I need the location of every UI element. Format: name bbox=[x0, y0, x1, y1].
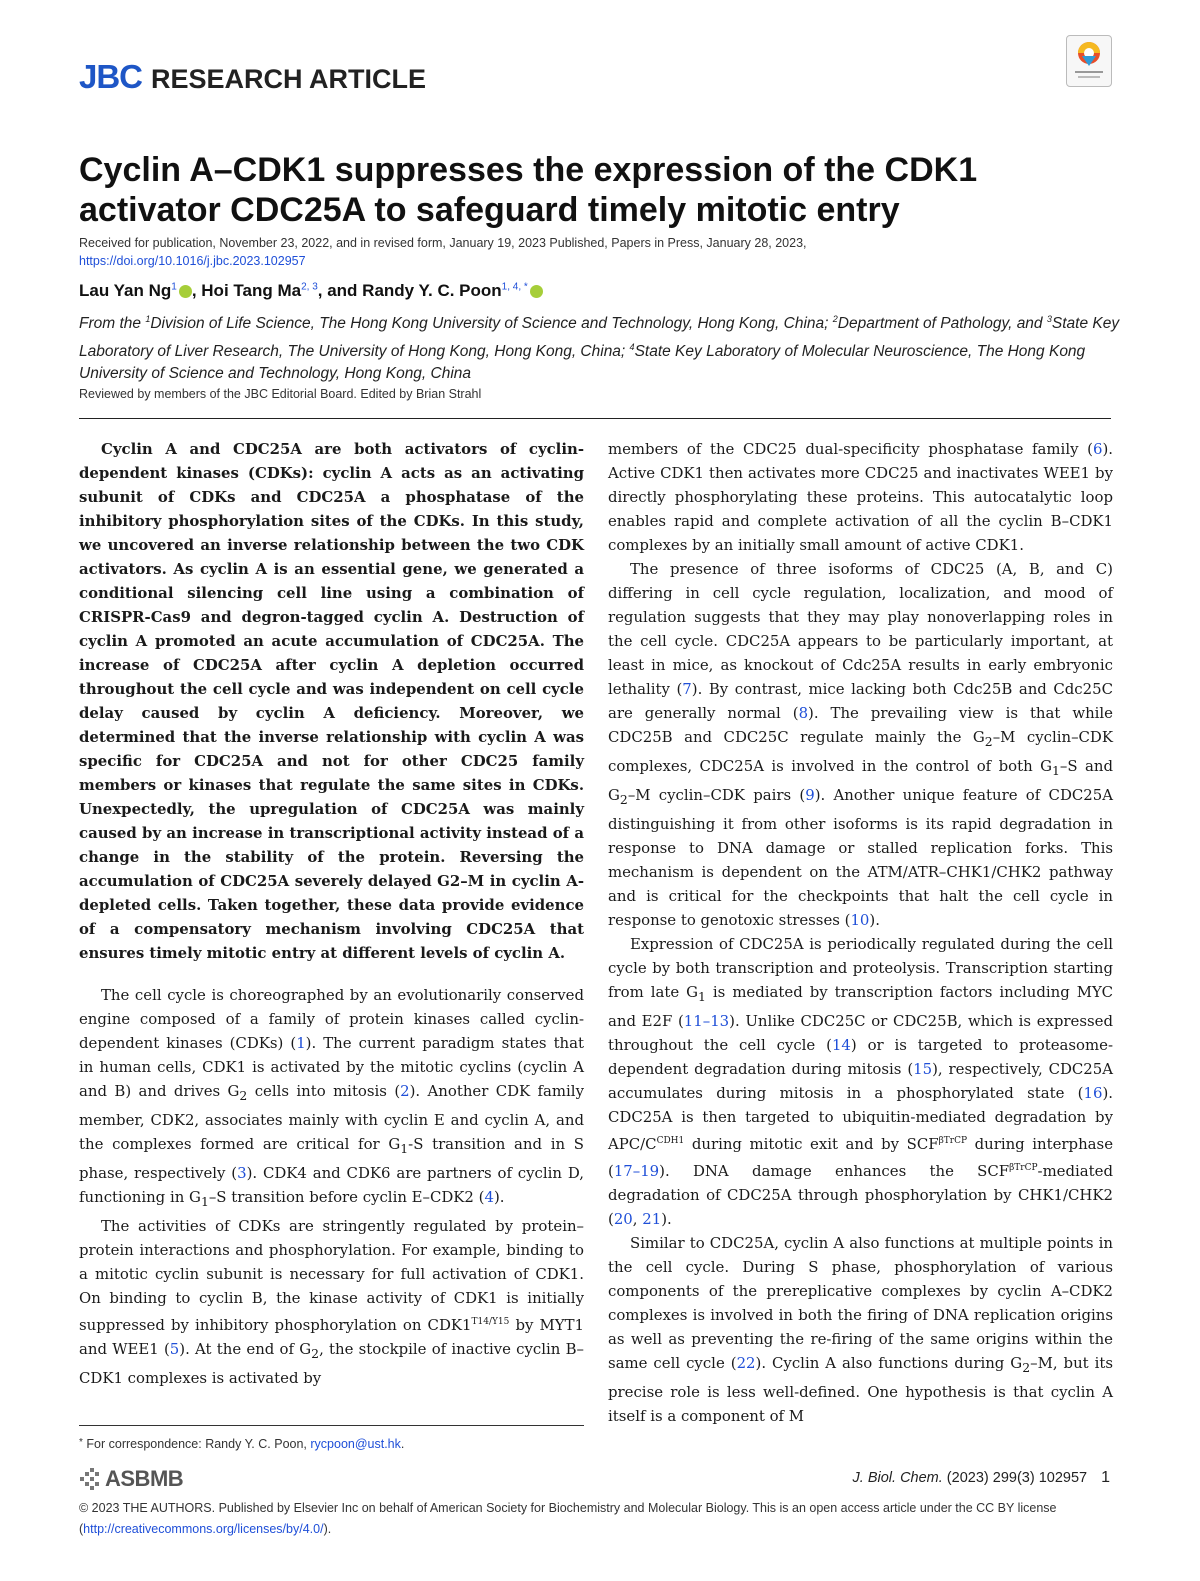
reference-link[interactable]: 10 bbox=[850, 910, 870, 929]
author-affiliation-sup: 1 bbox=[171, 281, 177, 293]
reference-link[interactable]: 5 bbox=[169, 1339, 180, 1358]
author-affiliation-sup: 2, 3 bbox=[301, 281, 318, 293]
title-line-1: Cyclin A–CDK1 suppresses the expression of the CDK1 bbox=[79, 151, 978, 189]
paragraph: The cell cycle is choreographed by an evolutionarily conserved engine composed of a family of protein kinases called cyclin-dependent kinases (CDKs) (1). The current paradigm states that in human cells, CDK1 is activated by the mitotic cyclins (cyclin A and B) and drives $G_2$ cells into mitosis (2). Another CDK family member, CDK2, associates mainly with cyclin E and cyclin A, and the complexes formed are critical for $G_1-S$ transition and in S phase, respectively (3). CDK4 and CDK6 are partners of cyclin D, functioning in $G_1-S$ transition before cyclin E–CDK2 (4). bbox=[79, 986, 585, 1209]
email-link[interactable]: rycpoon@ust.hk bbox=[310, 1437, 401, 1451]
footnote-text: For correspondence: Randy Y. C. Poon, bbox=[86, 1437, 311, 1451]
title-line-2: activator CDC25A to safeguard timely mitotic entry bbox=[79, 191, 900, 229]
section-label: RESEARCH ARTICLE bbox=[151, 64, 427, 94]
reference-link[interactable]: 8 bbox=[798, 704, 809, 722]
paragraph: Similar to CDC25A, cyclin A also functions at multiple points in the cell cycle. During S phase, phosphorylation of various components of the prereplicative complexes by cyclin A–CDK2 complexes is involved in both the firing of DNA replication origins as well as preventing the re-firing of the same origins within the same cell cycle (22). Cyclin A also functions during $G_2-M$, but its precise role is less well-defined. One hypothesis is that cyclin A itself is a component of M bbox=[608, 1233, 1114, 1425]
reference-link[interactable]: 1 bbox=[296, 1034, 306, 1052]
jbc-logo: JBC bbox=[79, 58, 143, 95]
author-name[interactable]: Lau Yan Ng bbox=[79, 281, 172, 300]
author-list: Lau Yan Ng$^1$ , Hoi Tang Ma$^{2, 3}$, and Randy Y. C. Poon$^{1, 4, *}$ bbox=[79, 281, 543, 301]
body-left-column bbox=[79, 983, 584, 1390]
reference-link[interactable]: 2 bbox=[400, 1082, 410, 1100]
citation-journal: J. Biol. Chem. bbox=[852, 1470, 943, 1486]
reference-link[interactable]: 21 bbox=[642, 1209, 662, 1228]
abstract-text: Cyclin A and CDC25A are both activators of cyclin-dependent kinases (CDKs): cyclin A acts as an activating subunit of CDKs and CDC25A a phosphatase of the inhibitory phosphorylation sites of the CDKs. In this study, we uncovered an inverse relationship between the two CDK activators. As cyclin A is an essential gene, we generated a conditional silencing cell line using a combination of CRISPR-Cas9 and degron-tagged cyclin A. Destruction of cyclin A promoted an acute accumulation of CDC25A. The increase of CDC25A after cyclin A depletion occurred throughout the cell cycle and was independent on cell cycle delay caused by cyclin A deficiency. Moreover, we determined that the inverse relationship with cyclin A was specific for CDC25A and not for other CDC25 family members or kinases that regulate the same sites in CDKs. Unexpectedly, the upregulation of CDC25A was mainly caused by an increase in transcriptional activity instead of a change in the stability of the protein. Reversing the accumulation of CDC25A severely delayed G2–M in cyclin A-depleted cells. Taken together, these data provide evidence of a compensatory mechanism involving CDC25A that ensures timely mitotic entry at different levels of cyclin A. bbox=[79, 440, 584, 962]
reference-link[interactable]: 3 bbox=[237, 1163, 247, 1182]
asbmb-wordmark: ASBMB bbox=[105, 1466, 184, 1491]
asbmb-mark-icon bbox=[79, 1468, 101, 1490]
reference-link[interactable]: 15 bbox=[913, 1059, 933, 1078]
reference-link[interactable]: 20 bbox=[613, 1209, 633, 1228]
reference-link[interactable]: 22 bbox=[736, 1353, 756, 1372]
check-for-updates-icon[interactable] bbox=[1066, 35, 1112, 87]
license-statement: © 2023 THE AUTHORS. Published by Elsevier Inc on behalf of American Society for Biochemistry and Molecular Biology. This is an open access article under the CC BY license (http://creativecommons.org/licenses/by/4.0/). bbox=[79, 1501, 1057, 1536]
doi-link[interactable]: https://doi.org/10.1016/j.jbc.2023.102957 bbox=[79, 254, 306, 268]
orcid-icon[interactable] bbox=[530, 285, 543, 298]
paragraph: Expression of CDC25A is periodically regulated during the cell cycle by both transcription and proteolysis. Transcription starting from late $G_1$ is mediated by transcription factors including MYC and E2F (11–13). Unlike CDC25C or CDC25B, which is expressed throughout the cell cycle (14) or is targeted to proteasome-dependent degradation during mitosis (15), respectively, CDC25A accumulates during mitosis in a phosphorylated state (16). CDC25A is then targeted to ubiquitin-mediated degradation by APC/$C^{CDH1}$ during mitotic exit and by $SCF^{\beta TrCP}$ during interphase (17–19). DNA damage enhances the $SCF^{\beta TrCP}$-mediated degradation of CDC25A through phosphorylation by CHK1/CHK2 (20, 21). bbox=[608, 934, 1113, 1228]
journal-header bbox=[79, 58, 426, 96]
footnote-marker: * bbox=[79, 1437, 83, 1448]
body-right-column bbox=[608, 437, 1113, 1428]
author-name[interactable]: Randy Y. C. Poon bbox=[362, 281, 502, 300]
abstract bbox=[79, 437, 584, 965]
author-conjunction: and bbox=[327, 281, 363, 300]
page-number: 1 bbox=[1101, 1469, 1110, 1486]
footnote-divider bbox=[79, 1425, 584, 1426]
reference-link[interactable]: 14 bbox=[831, 1035, 851, 1054]
reference-link[interactable]: 4 bbox=[484, 1187, 494, 1206]
article-title bbox=[79, 150, 1119, 230]
orcid-icon[interactable] bbox=[179, 285, 192, 298]
editorial-note: Reviewed by members of the JBC Editorial Board. Edited by Brian Strahl bbox=[79, 387, 482, 401]
author-affiliation-sup: 1, 4, * bbox=[501, 281, 528, 293]
paragraph: The activities of CDKs are stringently regulated by protein–protein interactions and phosphorylation. For example, binding to a mitotic cyclin subunit is necessary for full activation of CDK1. On binding to cyclin B, the kinase activity of CDK1 is initially suppressed by inhibitory phosphorylation on $CDK1^{T14/Y15}$ by MYT1 and WEE1 (5). At the end of $G_2$, the stockpile of inactive cyclin B–CDK1 complexes is activated by bbox=[79, 1216, 585, 1387]
paragraph: members of the CDC25 dual-specificity phosphatase family (6). Active CDK1 then activates more CDC25 and inactivates WEE1 by directly phosphorylating these proteins. This autocatalytic loop enables rapid and complete activation of all the cyclin B–CDK1 complexes by an initially small amount of active CDK1. bbox=[608, 440, 1113, 554]
reference-link[interactable]: 6 bbox=[1092, 440, 1103, 458]
reference-link[interactable]: 7 bbox=[682, 680, 692, 698]
reference-link[interactable]: 11–13 bbox=[683, 1011, 730, 1030]
journal-citation bbox=[820, 1469, 1110, 1487]
affiliations: From the $^1$Division of Life Science, The Hong Kong University of Science and Technology, Hong Kong, China; $^2$Department of Pathology, and $^3$State Key Laboratory of Liver Research, The University of Hong Kong, Hong Kong, China; $^4$State Key Laboratory of Molecular Neuroscience, The Hong Kong University of Science and Technology, Hong Kong, China bbox=[79, 314, 1120, 383]
received-dates: Received for publication, November 23, 2022, and in revised form, January 19, 2023 Published, Papers in Press, January 28, 2023, bbox=[79, 236, 807, 250]
asbmb-logo bbox=[79, 1466, 183, 1492]
reference-link[interactable]: 17–19 bbox=[613, 1161, 660, 1180]
reference-link[interactable]: 16 bbox=[1083, 1083, 1103, 1102]
author-name[interactable]: Hoi Tang Ma bbox=[201, 281, 302, 300]
reference-link[interactable]: 9 bbox=[805, 785, 815, 804]
correspondence-footnote: * For correspondence: Randy Y. C. Poon, rycpoon@ust.hk. bbox=[79, 1437, 405, 1451]
divider bbox=[79, 418, 1111, 419]
paragraph: The presence of three isoforms of CDC25 (A, B, and C) differing in cell cycle regulation, localization, and mood of regulation suggests that they may play nonoverlapping roles in the cell cycle. CDC25A appears to be particularly important, at least in mice, as knockout of Cdc25A results in early embryonic lethality (7). By contrast, mice lacking both Cdc25B and Cdc25C are generally normal (8). The prevailing view is that while CDC25B and CDC25C regulate mainly the $G_2-M$ cyclin–CDK complexes, CDC25A is involved in the control of both $G_1-S$ and $G_2-M$ cyclin–CDK pairs (9). Another unique feature of CDC25A distinguishing it from other isoforms is its rapid degradation in response to DNA damage or stalled replication forks. This mechanism is dependent on the ATM/ATR–CHK1/CHK2 pathway and is critical for the checkpoints that halt the cell cycle in response to genotoxic stresses (10). bbox=[608, 560, 1114, 929]
license-link[interactable]: http://creativecommons.org/licenses/by/4.0/ bbox=[83, 1522, 324, 1536]
citation-volume: (2023) 299(3) 102957 bbox=[942, 1470, 1088, 1486]
